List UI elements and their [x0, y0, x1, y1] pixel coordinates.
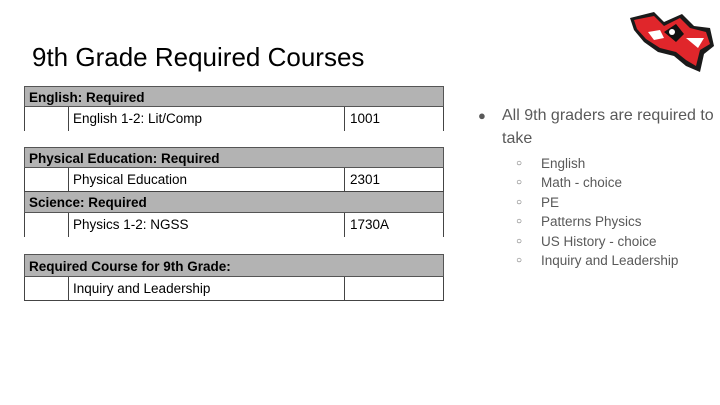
pe-header: Physical Education: Required: [24, 147, 444, 168]
pe-course: Physical Education: [69, 168, 345, 191]
sub-bullet-text: PE: [541, 194, 560, 210]
hollow-circle-bullet-icon: ○: [516, 235, 523, 247]
pe-row: [24, 168, 444, 192]
english-code: 1001: [350, 111, 381, 126]
row-spacer-cell: [25, 107, 69, 131]
hollow-circle-bullet-icon: ○: [516, 158, 523, 169]
sub-bullet-item: [478, 193, 716, 212]
sub-bullet-item: [478, 251, 716, 270]
sub-bullet-item: [478, 154, 716, 173]
row-spacer-cell: [25, 213, 69, 237]
ninth-course: Inquiry and Leadership: [69, 277, 345, 300]
sub-bullet-text: English: [541, 156, 586, 171]
main-bullet: [478, 104, 716, 150]
sub-bullet-text: Math - choice: [541, 175, 623, 191]
bullet-list: [478, 104, 716, 270]
sub-bullet-list: [478, 154, 716, 270]
main-bullet-text: All 9th graders are required to take: [502, 107, 714, 147]
sub-bullet-item: [478, 173, 716, 192]
english-row: [24, 107, 444, 131]
english-table: [24, 86, 444, 131]
sub-bullet-item: [478, 212, 716, 231]
english-header: English: Required: [24, 86, 444, 107]
hollow-circle-bullet-icon: ○: [516, 196, 523, 208]
ninth-code: [345, 277, 443, 300]
sub-bullet-item: [478, 232, 716, 251]
science-course: Physics 1-2: NGSS: [69, 213, 345, 237]
row-spacer-cell: [25, 168, 69, 191]
filled-circle-bullet-icon: ●: [478, 108, 486, 123]
row-spacer-cell: [25, 277, 69, 300]
ninth-grade-table: [24, 254, 444, 301]
sub-bullet-text: US History - choice: [541, 233, 657, 249]
sub-bullet-text: Patterns Physics: [541, 214, 642, 230]
ninth-row: [24, 277, 444, 301]
ninth-header: Required Course for 9th Grade:: [24, 254, 444, 277]
pe-code: 2301: [350, 172, 381, 187]
cardinal-logo-icon: [624, 8, 716, 78]
science-row: [24, 213, 444, 237]
science-header: Science: Required: [24, 192, 444, 213]
slide-title: 9th Grade Required Courses: [32, 42, 365, 72]
english-course: English 1-2: Lit/Comp: [69, 107, 345, 131]
pe-science-table: [24, 147, 444, 237]
sub-bullet-text: Inquiry and Leadership: [541, 253, 679, 269]
hollow-circle-bullet-icon: ○: [516, 216, 523, 228]
hollow-circle-bullet-icon: ○: [516, 177, 523, 189]
science-code: 1730A: [350, 217, 390, 232]
hollow-circle-bullet-icon: ○: [516, 255, 523, 267]
